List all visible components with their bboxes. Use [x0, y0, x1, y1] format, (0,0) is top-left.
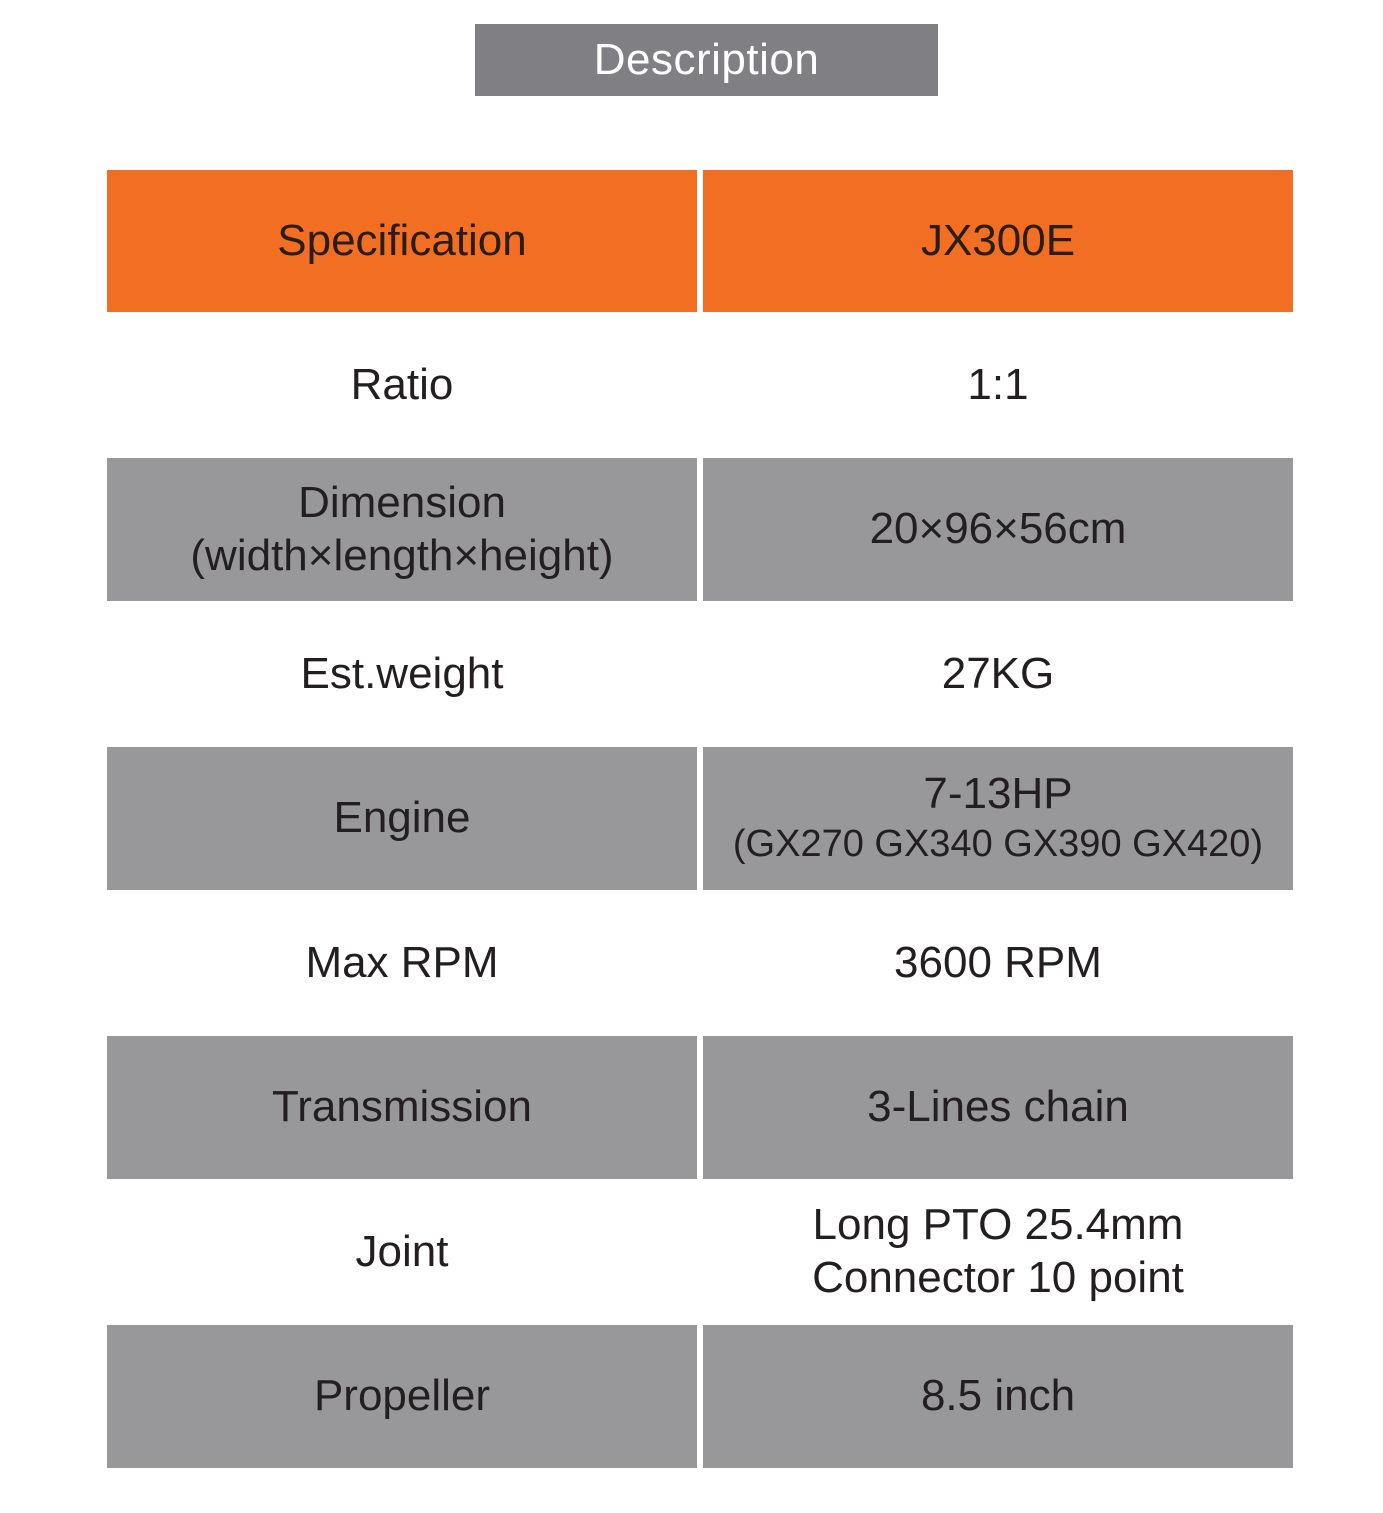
label-cell-weight [107, 601, 697, 747]
table-row-joint [107, 1179, 1293, 1325]
label-cell-transmission [107, 1036, 697, 1179]
joint-value-sub: Connector 10 point [812, 1253, 1184, 1302]
engine-value-sub: (GX270 GX340 GX390 GX420) [732, 823, 1264, 866]
header-cell-specification [107, 170, 697, 312]
value-cell-engine [703, 747, 1293, 890]
label-cell-ratio [107, 312, 697, 458]
value-cell-max-rpm [703, 890, 1293, 1036]
value-cell-dimension [703, 458, 1293, 601]
table-row-engine [107, 747, 1293, 890]
ratio-label: Ratio [350, 359, 454, 409]
table-row-max-rpm [107, 890, 1293, 1036]
propeller-value: 8.5 inch [920, 1371, 1076, 1421]
joint-label: Joint [355, 1226, 449, 1276]
engine-label: Engine [333, 793, 471, 843]
dimension-value: 20×96×56cm [869, 504, 1127, 554]
header-cell-model [703, 170, 1293, 312]
table-header-row [107, 170, 1293, 312]
value-cell-ratio [703, 312, 1293, 458]
label-cell-propeller [107, 1325, 697, 1468]
label-cell-max-rpm [107, 890, 697, 1036]
transmission-value: 3-Lines chain [867, 1082, 1129, 1132]
ratio-value: 1:1 [967, 359, 1029, 409]
header-model-label: JX300E [920, 215, 1076, 265]
value-cell-propeller [703, 1325, 1293, 1468]
transmission-label: Transmission [272, 1082, 532, 1132]
label-cell-engine [107, 747, 697, 890]
dimension-label-sub: (width×length×height) [190, 530, 614, 580]
weight-value: 27KG [941, 648, 1055, 698]
table-row-dimension [107, 458, 1293, 601]
value-cell-weight [703, 601, 1293, 747]
table-row-transmission [107, 1036, 1293, 1179]
table-row-ratio [107, 312, 1293, 458]
engine-value: 7-13HP [923, 769, 1073, 819]
description-header-bar [475, 24, 938, 96]
max-rpm-value: 3600 RPM [894, 937, 1102, 987]
specification-table [107, 170, 1293, 1468]
dimension-label: Dimension [298, 477, 506, 527]
table-row-propeller [107, 1325, 1293, 1468]
header-specification-label: Specification [277, 215, 527, 265]
value-cell-transmission [703, 1036, 1293, 1179]
max-rpm-label: Max RPM [305, 937, 499, 987]
propeller-label: Propeller [313, 1371, 491, 1421]
value-cell-joint [703, 1179, 1293, 1325]
weight-label: Est.weight [300, 648, 504, 698]
label-cell-joint [107, 1179, 697, 1325]
description-header-label: Description [593, 35, 820, 84]
label-cell-dimension [107, 458, 697, 601]
joint-value: Long PTO 25.4mm [812, 1200, 1184, 1250]
table-row-weight [107, 601, 1293, 747]
